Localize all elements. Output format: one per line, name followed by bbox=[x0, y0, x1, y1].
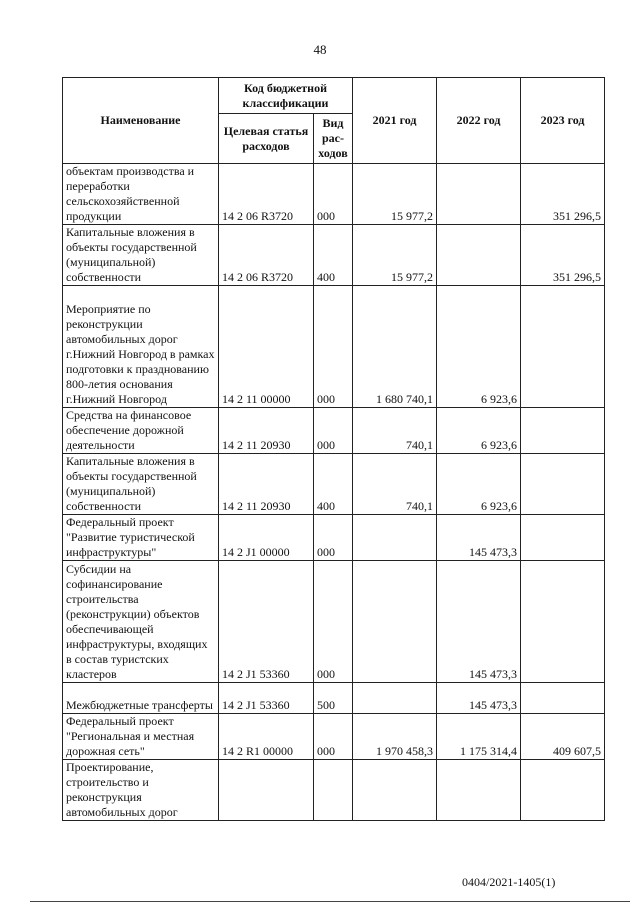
row-name: Средства на финансовое обеспечение дорожной деятельности bbox=[63, 408, 219, 454]
row-2023: 351 296,5 bbox=[521, 164, 605, 225]
row-expense-type: 000 bbox=[314, 164, 353, 225]
row-2021 bbox=[353, 760, 437, 821]
row-2022: 145 473,3 bbox=[437, 561, 521, 683]
row-code bbox=[219, 760, 314, 821]
row-code: 14 2 11 20930 bbox=[219, 408, 314, 454]
row-2022: 6 923,6 bbox=[437, 454, 521, 515]
table-row bbox=[63, 714, 605, 760]
header-2021: 2021 год bbox=[353, 78, 437, 164]
budget-table bbox=[62, 77, 605, 821]
row-expense-type: 400 bbox=[314, 225, 353, 286]
table-row bbox=[63, 760, 605, 821]
row-2022: 1 175 314,4 bbox=[437, 714, 521, 760]
row-2021 bbox=[353, 561, 437, 683]
table-row bbox=[63, 683, 605, 714]
row-expense-type: 000 bbox=[314, 561, 353, 683]
row-expense-type: 000 bbox=[314, 515, 353, 561]
row-2021: 1 970 458,3 bbox=[353, 714, 437, 760]
table-row bbox=[63, 286, 605, 408]
header-name: Наименование bbox=[63, 78, 219, 164]
header-expense-type: Вид рас-ходов bbox=[314, 114, 353, 164]
row-expense-type: 000 bbox=[314, 286, 353, 408]
row-2022 bbox=[437, 760, 521, 821]
row-2023 bbox=[521, 760, 605, 821]
table-row bbox=[63, 408, 605, 454]
row-name: Субсидии на софинансирование строительства (реконструкции) объектов обеспечивающей инфраструктуры, входящих в состав туристских кластеров bbox=[63, 561, 219, 683]
row-expense-type: 000 bbox=[314, 714, 353, 760]
row-name: Мероприятие по реконструкции автомобильных дорог г.Нижний Новгород в рамках подготовки к празднованию 800-летия основания г.Нижний Новгород bbox=[63, 286, 219, 408]
row-code: 14 2 06 R3720 bbox=[219, 225, 314, 286]
row-2023 bbox=[521, 408, 605, 454]
page-number: 48 bbox=[313, 42, 327, 57]
row-2021: 740,1 bbox=[353, 408, 437, 454]
row-2023 bbox=[521, 515, 605, 561]
table-row bbox=[63, 454, 605, 515]
header-target-article: Целевая статья расходов bbox=[219, 114, 314, 164]
row-2021: 15 977,2 bbox=[353, 164, 437, 225]
row-code: 14 2 J1 53360 bbox=[219, 683, 314, 714]
row-name: Проектирование, строительство и реконструкция автомобильных дорог bbox=[63, 760, 219, 821]
row-2022: 6 923,6 bbox=[437, 408, 521, 454]
row-expense-type: 400 bbox=[314, 454, 353, 515]
row-code: 14 2 J1 00000 bbox=[219, 515, 314, 561]
table-row bbox=[63, 225, 605, 286]
row-2021 bbox=[353, 683, 437, 714]
row-code: 14 2 06 R3720 bbox=[219, 164, 314, 225]
row-2021 bbox=[353, 515, 437, 561]
row-code: 14 2 J1 53360 bbox=[219, 561, 314, 683]
row-2021: 15 977,2 bbox=[353, 225, 437, 286]
row-code: 14 2 R1 00000 bbox=[219, 714, 314, 760]
table-row bbox=[63, 515, 605, 561]
table-row bbox=[63, 561, 605, 683]
row-2023 bbox=[521, 561, 605, 683]
row-name: объектам производства и переработки сельскохозяйственной продукции bbox=[63, 164, 219, 225]
row-expense-type bbox=[314, 760, 353, 821]
row-2023 bbox=[521, 454, 605, 515]
row-expense-type: 000 bbox=[314, 408, 353, 454]
row-expense-type: 500 bbox=[314, 683, 353, 714]
row-2022 bbox=[437, 164, 521, 225]
row-2022: 145 473,3 bbox=[437, 683, 521, 714]
header-code-group: Код бюджетной классификации bbox=[219, 78, 353, 114]
row-2023: 351 296,5 bbox=[521, 225, 605, 286]
table-row bbox=[63, 164, 605, 225]
row-name: Федеральный проект "Развитие туристической инфраструктуры" bbox=[63, 515, 219, 561]
document-code: 0404/2021-1405(1) bbox=[462, 875, 556, 889]
row-2023: 409 607,5 bbox=[521, 714, 605, 760]
row-name: Федеральный проект "Региональная и местная дорожная сеть" bbox=[63, 714, 219, 760]
row-code: 14 2 11 00000 bbox=[219, 286, 314, 408]
row-name: Капитальные вложения в объекты государственной (муниципальной) собственности bbox=[63, 454, 219, 515]
row-2023 bbox=[521, 286, 605, 408]
page-bottom-rule bbox=[30, 901, 630, 902]
row-2022: 6 923,6 bbox=[437, 286, 521, 408]
row-2023 bbox=[521, 683, 605, 714]
row-2022: 145 473,3 bbox=[437, 515, 521, 561]
row-2022 bbox=[437, 225, 521, 286]
row-2021: 1 680 740,1 bbox=[353, 286, 437, 408]
row-2021: 740,1 bbox=[353, 454, 437, 515]
header-2023: 2023 год bbox=[521, 78, 605, 164]
row-name: Межбюджетные трансферты bbox=[63, 683, 219, 714]
header-2022: 2022 год bbox=[437, 78, 521, 164]
row-code: 14 2 11 20930 bbox=[219, 454, 314, 515]
row-name: Капитальные вложения в объекты государственной (муниципальной) собственности bbox=[63, 225, 219, 286]
